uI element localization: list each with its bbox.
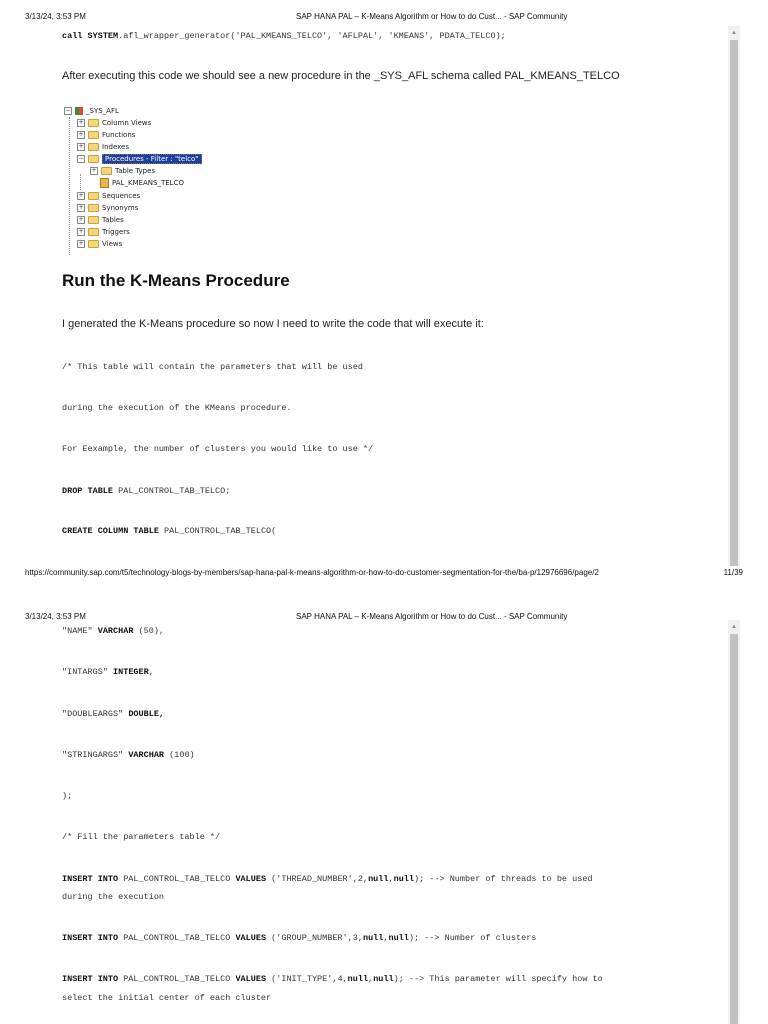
- tree-label: Synonyms: [102, 204, 139, 212]
- tree-item: [77, 118, 151, 129]
- code-text: PAL_CONTROL_TAB_TELCO: [118, 933, 236, 943]
- tree-label: Column Views: [102, 119, 152, 127]
- section-heading: Run the K-Means Procedure: [62, 271, 290, 290]
- tree-item: [77, 203, 138, 214]
- code-keyword: DOUBLE: [128, 709, 159, 719]
- code-keyword: VARCHAR: [128, 750, 165, 760]
- tree-label: Table Types: [115, 167, 156, 175]
- scroll-up-arrow-icon[interactable]: ▲: [731, 624, 737, 630]
- code-keyword: INTEGER: [113, 667, 149, 677]
- code-text: ); --> Number of clusters: [408, 933, 537, 943]
- intro-paragraph: After executing this code we should see a new procedure in the _SYS_AFL schema called PAL_KMEANS_TELCO: [62, 70, 620, 82]
- code-keyword: CREATE COLUMN TABLE: [62, 526, 159, 536]
- code-comment: /* This table will contain the parameters that will be used: [62, 362, 363, 372]
- tree-item-procedure: [100, 178, 184, 189]
- code-insert-group-number: INSERT INTO PAL_CONTROL_TAB_TELCO VALUES ('GROUP_NUMBER',3,null,null); --> Number of clusters: [62, 933, 537, 943]
- code-column-doubleargs: [62, 708, 164, 720]
- code-keyword: null: [368, 874, 389, 884]
- schema-icon: [75, 107, 83, 115]
- code-create-table: [62, 525, 276, 537]
- print-footer: [0, 568, 768, 580]
- code-text: PAL_CONTROL_TAB_TELCO(: [158, 526, 277, 536]
- code-text: PAL_CONTROL_TAB_TELCO: [118, 874, 236, 884]
- expand-icon: +: [78, 240, 84, 247]
- folder-icon: [88, 131, 99, 139]
- tree-label: Indexes: [102, 143, 130, 151]
- expand-icon: +: [78, 204, 84, 211]
- code-text: ); --> Number of threads to be used: [414, 874, 593, 884]
- print-page-2: [0, 600, 768, 1024]
- print-date: 3/13/24, 3:53 PM: [25, 12, 86, 21]
- tree-item: [77, 239, 122, 250]
- tree-label: Functions: [102, 131, 136, 139]
- code-keyword: ,: [158, 709, 165, 719]
- expand-icon: +: [91, 167, 97, 174]
- code-text: "DOUBLEARGS": [62, 709, 124, 719]
- code-text: (100): [164, 750, 195, 760]
- print-header: [0, 12, 768, 24]
- tree-label: Sequences: [102, 192, 141, 200]
- tree-item-procedures: [77, 154, 202, 165]
- print-page-number: 11/39: [723, 568, 743, 577]
- code-insert-init-type: INSERT INTO PAL_CONTROL_TAB_TELCO VALUES ('INIT_TYPE',4,null,null); --> This parameter will specify how to: [62, 974, 603, 984]
- code-comment: For Eexample, the number of clusters you would like to use */: [62, 444, 374, 454]
- print-date: 3/13/24, 3:53 PM: [25, 612, 86, 621]
- collapse-icon: −: [65, 107, 71, 114]
- article-content: [42, 620, 712, 1024]
- folder-icon: [88, 119, 99, 127]
- code-line-wrapper-call: [62, 30, 506, 42]
- expand-icon: +: [78, 119, 84, 126]
- code-text: ); --> This parameter will specify how to: [393, 974, 603, 984]
- code-keyword: INSERT INTO: [62, 874, 119, 884]
- code-text: PAL_CONTROL_TAB_TELCO;: [113, 486, 231, 496]
- code-text: "NAME": [62, 626, 93, 636]
- schema-tree-screenshot: [64, 106, 264, 266]
- code-keyword: null: [393, 874, 414, 884]
- folder-icon: [88, 240, 99, 248]
- code-keyword: INSERT INTO: [62, 933, 119, 943]
- code-continuation: during the execution: [62, 892, 165, 902]
- expand-icon: +: [78, 131, 84, 138]
- code-keyword: call: [62, 31, 83, 41]
- code-text: "INTARGS": [62, 667, 108, 677]
- code-keyword: VARCHAR: [97, 626, 134, 636]
- code-text: ('GROUP_NUMBER',3,: [266, 933, 363, 943]
- code-comment: during the execution of the KMeans procedure.: [62, 403, 292, 413]
- scroll-up-arrow-icon[interactable]: ▲: [731, 30, 737, 36]
- code-text: "STRINGARGS": [62, 750, 124, 760]
- tree-label: Triggers: [102, 228, 130, 236]
- expand-icon: +: [78, 143, 84, 150]
- code-close: );: [62, 791, 73, 801]
- code-keyword: DROP TABLE: [62, 486, 114, 496]
- collapse-icon: −: [78, 155, 84, 162]
- tree-label: PAL_KMEANS_TELCO: [112, 179, 184, 187]
- expand-icon: +: [78, 216, 84, 223]
- vertical-scrollbar[interactable]: [728, 26, 740, 566]
- tree-label: Tables: [102, 216, 124, 224]
- folder-icon: [88, 216, 99, 224]
- tree-item: [90, 166, 155, 177]
- folder-icon: [88, 228, 99, 236]
- folder-open-icon: [88, 155, 99, 163]
- code-text: ('THREAD_NUMBER',2,: [266, 874, 369, 884]
- code-keyword: VALUES: [235, 933, 267, 943]
- code-insert-thread-number: INSERT INTO PAL_CONTROL_TAB_TELCO VALUES ('THREAD_NUMBER',2,null,null); --> Number of threads to be used: [62, 874, 593, 884]
- tree-item: [77, 227, 130, 238]
- expand-icon: +: [78, 228, 84, 235]
- code-continuation: select the initial center of each cluster: [62, 993, 272, 1003]
- code-keyword: INSERT INTO: [62, 974, 119, 984]
- print-title: SAP HANA PAL – K-Means Algorithm or How to do Cust... - SAP Community: [296, 12, 568, 21]
- code-text: .afl_wrapper_generator('PAL_KMEANS_TELCO', 'AFLPAL', 'KMEANS', PDATA_TELCO);: [118, 31, 506, 41]
- scrollbar-thumb[interactable]: [730, 40, 738, 566]
- code-column-stringargs: [62, 749, 195, 761]
- tree-root: [64, 106, 119, 117]
- section-paragraph: I generated the K-Means procedure so now I need to write the code that will execute it:: [62, 318, 484, 330]
- print-url: https://community.sap.com/t5/technology-blogs-by-members/sap-hana-pal-k-means-algorithm-or-how-to-do-customer-segmentation-for-the/ba-p/12976696/page/2: [25, 568, 599, 577]
- tree-item: [77, 191, 140, 202]
- code-keyword: VALUES: [235, 974, 267, 984]
- code-text: (50),: [133, 626, 165, 636]
- code-keyword: null: [388, 933, 409, 943]
- tree-label: Views: [102, 240, 123, 248]
- folder-icon: [88, 143, 99, 151]
- scrollbar-thumb[interactable]: [730, 634, 738, 1024]
- folder-icon: [88, 204, 99, 212]
- code-keyword: null: [347, 974, 369, 984]
- code-keyword: null: [362, 933, 384, 943]
- code-text: PAL_CONTROL_TAB_TELCO: [118, 974, 236, 984]
- tree-label: _SYS_AFL: [86, 107, 119, 115]
- folder-icon: [101, 167, 112, 175]
- code-keyword: VALUES: [235, 874, 267, 884]
- print-title: SAP HANA PAL – K-Means Algorithm or How to do Cust... - SAP Community: [296, 612, 568, 621]
- code-column-intargs: [62, 666, 154, 678]
- code-keyword: null: [373, 974, 394, 984]
- code-text: ('INIT_TYPE',4,: [266, 974, 348, 984]
- code-comment: /* Fill the parameters table */: [62, 832, 221, 842]
- tree-item: [77, 130, 135, 141]
- tree-label-selected: Procedures - Filter : "telco": [102, 154, 202, 164]
- code-column-name: [62, 625, 164, 637]
- folder-icon: [88, 192, 99, 200]
- expand-icon: +: [78, 192, 84, 199]
- tree-item: [77, 215, 124, 226]
- code-keyword: SYSTEM: [87, 31, 119, 41]
- tree-item: [77, 142, 129, 153]
- article-content: [42, 26, 712, 566]
- vertical-scrollbar[interactable]: [728, 620, 740, 1024]
- code-drop-table: [62, 485, 230, 497]
- procedure-icon: [100, 178, 109, 188]
- code-text: ,: [148, 667, 154, 677]
